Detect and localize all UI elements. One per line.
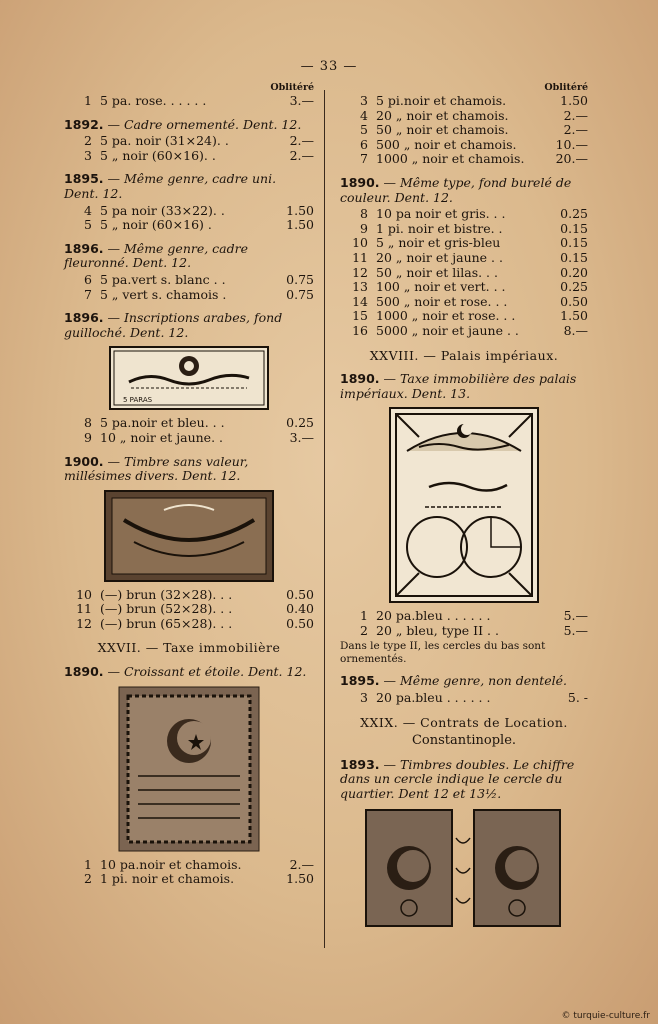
list-item: 8 10 pa noir et gris. . . 0.25 xyxy=(360,206,588,222)
list-item: 13 100 „ noir et vert. . . 0.25 xyxy=(352,279,588,295)
stamp-illustration-guilloche xyxy=(104,490,274,582)
issue-heading: 1895. — Même genre, non dentelé. xyxy=(340,673,568,689)
list-item: 5 5 „ noir (60×16) . 1.50 xyxy=(84,217,314,233)
copyright-credit: © turquie-culture.fr xyxy=(561,1011,650,1021)
list-item: 11 (—) brun (52×28). . . 0.40 xyxy=(76,601,314,617)
list-item: 2 5 pa. noir (31×24). . 2.— xyxy=(84,133,314,149)
list-item: 12 (—) brun (65×28). . . 0.50 xyxy=(76,615,314,631)
right-column xyxy=(340,82,588,934)
list-item: 14 500 „ noir et rose. . . 0.50 xyxy=(352,293,588,309)
stamp-value-label: 5 PARAS xyxy=(123,396,153,405)
list-item: 4 20 „ noir et chamois. 2.— xyxy=(360,107,588,123)
list-item: 3 5 pi.noir et chamois. 1.50 xyxy=(360,93,588,108)
list-item: 7 1000 „ noir et chamois. 20.— xyxy=(360,151,588,167)
issue-heading: 1890. — Même type, fond burelé de couleur. Dent. 12. xyxy=(340,174,572,205)
issue-heading: 1890. — Taxe immobilière des palais impériaux. Dent. 13. xyxy=(340,371,577,401)
list-item: 10 (—) brun (32×28). . . 0.50 xyxy=(76,586,314,602)
list-item: 1 10 pa.noir et chamois. 2.— xyxy=(84,856,314,872)
column-header-oblitere: Oblitéré xyxy=(544,82,588,93)
stamp-illustration-imperial-palace xyxy=(389,407,539,603)
list-item: 10 5 „ noir et gris-bleu 0.15 xyxy=(352,235,588,251)
list-item: 8 5 pa.noir et bleu. . . 0.25 xyxy=(84,415,314,431)
issue-heading: 1890. — Croissant et étoile. Dent. 12. xyxy=(64,664,307,680)
column-header-oblitere: Oblitéré xyxy=(270,82,314,93)
issue-heading: 1892. — Cadre ornementé. Dent. 12. xyxy=(64,116,302,132)
list-item: 9 10 „ noir et jaune. . 3.— xyxy=(84,429,314,445)
stamp-illustration-arabic-inscription xyxy=(109,346,269,410)
issue-heading: 1896. — Même genre, cadre fleuronné. Dent. 12. xyxy=(64,240,249,271)
list-item: 16 5000 „ noir et jaune . . 8.— xyxy=(352,322,588,338)
list-item: 6 5 pa.vert s. blanc . . 0.75 xyxy=(84,271,314,287)
section-title: XXVIII. — Palais impériaux. xyxy=(369,347,559,363)
issue-heading: 1893. — Timbres doubles. Le chiffre dans un cercle indique le cercle du quartier. Dent 12 et 13½. xyxy=(340,756,575,802)
list-item: 9 1 pi. noir et bistre. . 0.15 xyxy=(360,220,588,236)
page-number: — 33 — xyxy=(300,59,358,74)
list-item: 2 1 pi. noir et chamois. 1.50 xyxy=(84,871,314,887)
issue-heading: 1900. — Timbre sans valeur, millésimes divers. Dent. 12. xyxy=(64,453,249,484)
column-divider xyxy=(324,90,325,948)
list-item: 3 20 pa.bleu . . . . . . 5. - xyxy=(360,690,588,706)
list-item: 5 50 „ noir et chamois. 2.— xyxy=(360,122,588,138)
section-title: XXVII. — Taxe immobilière xyxy=(97,640,281,656)
stamp-illustration-double-stamps xyxy=(364,808,564,928)
list-item: 7 5 „ vert s. chamois . 0.75 xyxy=(84,286,314,302)
list-item: 3 5 „ noir (60×16). . 2.— xyxy=(84,147,314,163)
list-item: 1 5 pa. rose. . . . . . 3.— xyxy=(84,93,314,108)
section-title: XXIX. — Contrats de Location. xyxy=(360,714,568,730)
list-item: 2 20 „ bleu, type II . . 5.— xyxy=(360,622,588,638)
left-column xyxy=(64,82,314,887)
footnote: Dans le type II, les cercles du bas sont ornementés. xyxy=(340,640,546,665)
list-item: 12 50 „ noir et lilas. . . 0.20 xyxy=(352,264,588,280)
list-item: 6 500 „ noir et chamois. 10.— xyxy=(360,136,588,152)
section-subtitle: Constantinople. xyxy=(411,733,517,749)
issue-heading: 1895. — Même genre, cadre uni. Dent. 12. xyxy=(64,171,277,201)
list-item: 11 20 „ noir et jaune . . 0.15 xyxy=(352,249,588,265)
list-item: 15 1000 „ noir et rose. . . 1.50 xyxy=(352,308,588,324)
list-item: 4 5 pa noir (33×22). . 1.50 xyxy=(84,202,314,218)
list-item: 1 20 pa.bleu . . . . . . 5.— xyxy=(360,608,588,624)
issue-heading: 1896. — Inscriptions arabes, fond guilloché. Dent. 12. xyxy=(64,310,283,340)
stamp-illustration-crescent-star xyxy=(118,686,260,852)
